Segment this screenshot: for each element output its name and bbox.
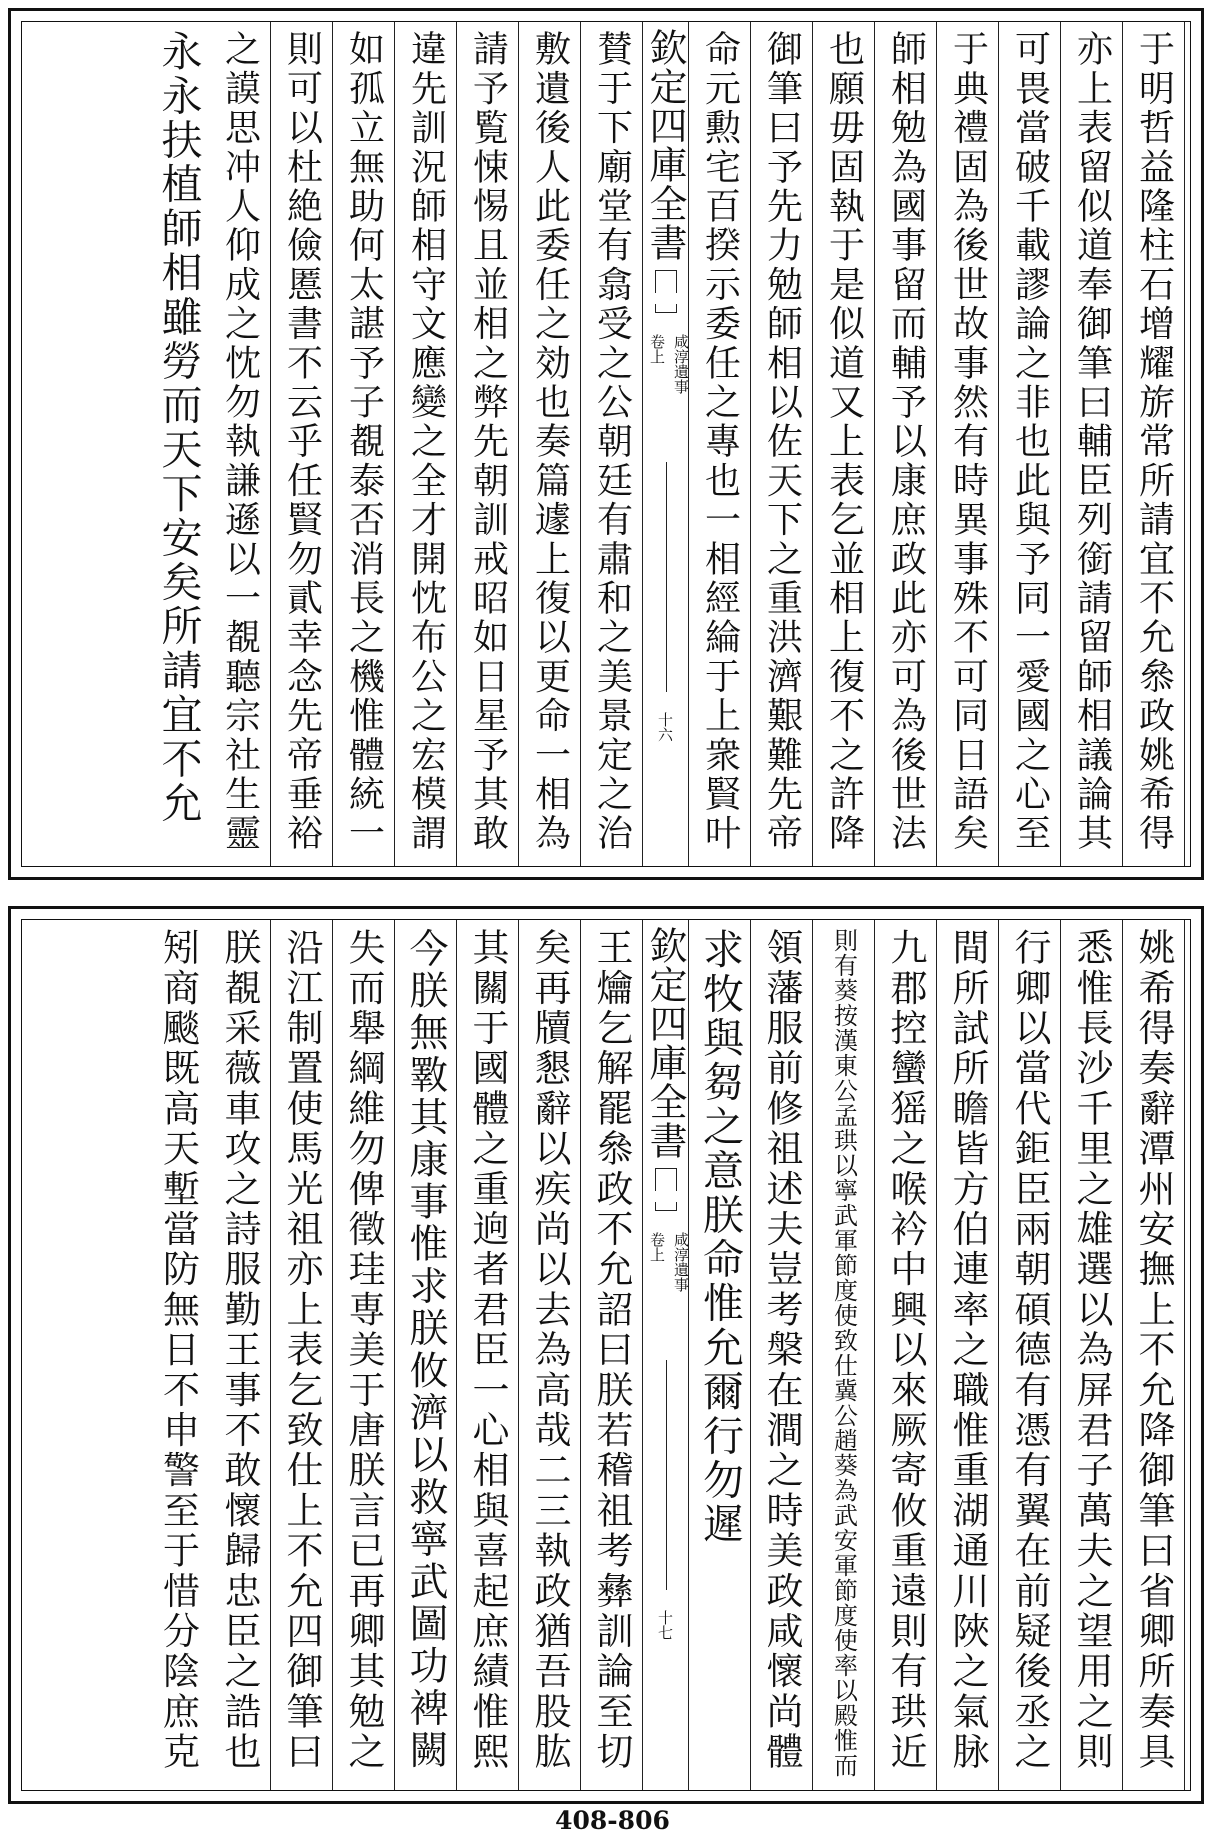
text-column: 于典禮固為後世故事然有時異事殊不可同日語矣 (937, 22, 999, 866)
text-column: 九郡控蠻猺之喉衿中興以來厥寄攸重遠則有珙近 (875, 920, 937, 1790)
center-rule (666, 1360, 667, 1590)
text-column: 御筆曰予先力勉師相以佐天下之重洪濟艱難先帝 (751, 22, 813, 866)
text-column: 請予覧悚惕且並相之弊先朝訓戒昭如日星予其敢 (457, 22, 519, 866)
text-column: 則有葵按漢東公孟珙以寧武軍節度使致仕冀公趙葵為武安軍節度使率以殿惟而 (813, 920, 875, 1790)
text-column: 賛于下廟堂有翕受之公朝廷有肅和之美景定之治 (581, 22, 643, 866)
volume-label: 卷上 (648, 1232, 666, 1262)
folio-number: 十七 (656, 1610, 674, 1640)
text-column: 今朕無斁其康事惟求朕攸濟以救寧武圖功裨闕 (395, 920, 457, 1790)
fish-tail-mark (655, 270, 677, 293)
text-column: 王爚乞解罷叅政不允詔曰朕若稽祖考彝訓論至切 (581, 920, 643, 1790)
text-column: 間所試所瞻皆方伯連率之職惟重湖通川陜之氣脉 (937, 920, 999, 1790)
text-column: 失而舉綱維勿俾徵珪専美于唐朕言已再卿其勉之 (333, 920, 395, 1790)
text-column: 矣再牘懇辭以疾尚以去為高哉二三執政猶吾股肱 (519, 920, 581, 1790)
text-column: 姚希得奏辭潭州安撫上不允降御筆曰省卿所奏具 (1123, 920, 1185, 1790)
page-code: 408-806 (555, 1806, 670, 1835)
bottom-page-frame (21, 919, 1191, 1791)
fish-tail-mark (655, 1202, 677, 1211)
text-column: 沿江制置使馬光祖亦上表乞致仕上不允四御筆曰 (271, 920, 333, 1790)
text-column: 悉惟長沙千里之雄選以為屏君子萬夫之望用之則 (1061, 920, 1123, 1790)
top-page-frame (21, 21, 1191, 867)
text-column: 亦上表留似道奉御筆曰輔臣列銜請留師相議論其 (1061, 22, 1123, 866)
fish-tail-mark (655, 304, 677, 313)
center-margin (643, 22, 689, 866)
text-column: 命元勲宅百揆示委任之專也一相經綸于上衆賢叶 (689, 22, 751, 866)
text-column: 其關于國體之重逈者君臣一心相與喜起庶績惟熙 (457, 920, 519, 1790)
text-column: 領藩服前修祖述夫豈考槃在澗之時美政咸懷尚體 (751, 920, 813, 1790)
bottom-page (8, 906, 1204, 1804)
book-title: 咸淳遺事 (672, 1232, 690, 1292)
text-column: 之謨思冲人仰成之忱勿執謙遜以一覩聽宗社生靈 (209, 22, 271, 866)
book-title: 咸淳遺事 (672, 334, 690, 394)
top-page (8, 8, 1204, 880)
text-column: 矧商颷既高天塹當防無日不申警至于惜分陰庶克 (156, 928, 200, 1773)
text-column: 可畏當破千載謬論之非也此與予同一愛國之心至 (999, 22, 1061, 866)
text-column: 師相勉為國事留而輔予以康庶政此亦可為後世法 (875, 22, 937, 866)
collection-title: 欽定四庫全書 (643, 926, 687, 1160)
text-column: 于明哲益隆柱石增耀旂常所請宜不允叅政姚希得 (1123, 22, 1185, 866)
volume-label: 卷上 (648, 334, 666, 364)
text-column: 則可以杜絶儉慝書不云乎任賢勿貳幸念先帝垂裕 (271, 22, 333, 866)
text-column: 如孤立無助何太諶予子覩泰否消長之機惟體統一 (333, 22, 395, 866)
center-rule (666, 462, 667, 692)
text-column: 行卿以當代鉅臣兩朝碩德有憑有翼在前疑後丞之 (999, 920, 1061, 1790)
text-column: 也願毋固執于是似道又上表乞並相上復不之許降 (813, 22, 875, 866)
text-column: 敷遺後人此委任之効也奏篇遽上復以更命一相為 (519, 22, 581, 866)
text-column: 朕覩采薇車攻之詩服勤王事不敢懷歸忠臣之誥也 (209, 920, 271, 1790)
text-column: 永永扶植師相雖勞而天下安矣所請宜不允 (154, 30, 203, 826)
text-column: 違先訓況師相守文應變之全才開忱布公之宏模謂 (395, 22, 457, 866)
folio-number: 十六 (656, 712, 674, 742)
center-margin (643, 920, 689, 1790)
fish-tail-mark (655, 1168, 677, 1191)
text-column: 求牧與芻之意朕命惟允爾行勿遲 (689, 920, 751, 1790)
collection-title: 欽定四庫全書 (643, 28, 687, 262)
